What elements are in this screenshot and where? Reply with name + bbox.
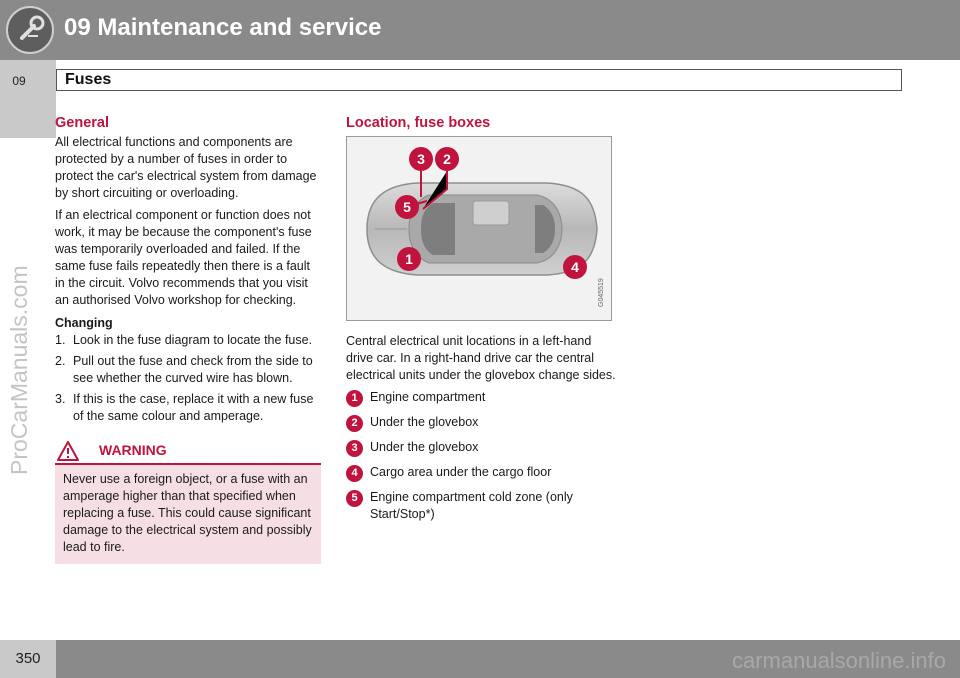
chapter-tab-number: 09: [12, 74, 26, 88]
wrench-icon: [6, 6, 54, 54]
location-number-badge: 1: [346, 390, 363, 407]
warning-triangle-icon: [57, 441, 79, 466]
list-item: [346, 464, 616, 481]
general-heading: General: [55, 115, 109, 131]
changing-steps: [55, 332, 321, 425]
step-text: Pull out the fuse and check from the side to see whether the curved wire has blown.: [73, 354, 313, 385]
step-number: 3.: [55, 392, 66, 406]
location-number-badge: 4: [346, 465, 363, 482]
location-number-badge: 3: [346, 440, 363, 457]
chapter-title: 09 Maintenance and service: [64, 14, 382, 41]
general-paragraph-1: All electrical functions and components are protected by a number of fuses in order to protect the car's electrical system from damage by short circuiting or overloading.: [55, 135, 317, 200]
right-column: [346, 115, 616, 531]
step-number: 1.: [55, 333, 66, 347]
footer-site-watermark: carmanualsonline.info: [731, 648, 946, 673]
section-bar: [56, 69, 902, 91]
location-text: Under the glovebox: [370, 440, 479, 454]
location-heading: Location, fuse boxes: [346, 115, 491, 131]
section-title: Fuses: [65, 71, 112, 88]
step-item: [55, 332, 321, 349]
location-number-badge: 5: [346, 490, 363, 507]
marker-5: [395, 195, 419, 219]
step-item: [55, 353, 321, 387]
step-number: 2.: [55, 354, 66, 368]
location-text: Cargo area under the cargo floor: [370, 465, 552, 479]
marker-2: [435, 147, 459, 171]
location-text: Engine compartment: [370, 390, 486, 404]
location-list: [346, 389, 616, 523]
marker-1: [397, 247, 421, 271]
list-item: [346, 489, 616, 523]
list-item: [346, 389, 616, 406]
location-number-badge: 2: [346, 415, 363, 432]
marker-4-label: 4: [571, 259, 579, 275]
location-text: Engine compartment cold zone (only Start/Stop*): [370, 490, 573, 521]
general-paragraph-2: If an electrical component or function does not work, it may be because the component's fuse was temporarily overloaded and failed. If the same fuse fails repeatedly then there is a fault in the circuit. Volvo recommends that you visit an authorised Volvo workshop for checking.: [55, 208, 312, 307]
list-item: [346, 439, 616, 456]
fuse-box-diagram: [346, 136, 612, 321]
watermark: ProCarManuals.com: [6, 265, 32, 475]
diagram-code: G045519: [598, 278, 605, 307]
marker-3-label: 3: [417, 151, 425, 167]
marker-3: [409, 147, 433, 171]
location-text: Under the glovebox: [370, 415, 479, 429]
list-item: [346, 414, 616, 431]
header-bar: [0, 0, 960, 60]
marker-2-label: 2: [443, 151, 451, 167]
step-item: [55, 391, 321, 425]
left-column: [55, 115, 321, 564]
chapter-tab: [0, 60, 56, 138]
warning-box: [55, 439, 321, 564]
marker-4: [563, 255, 587, 279]
warning-header: [55, 439, 321, 465]
changing-heading: Changing: [55, 316, 113, 330]
marker-5-label: 5: [403, 199, 411, 215]
marker-1-label: 1: [405, 251, 413, 267]
step-text: If this is the case, replace it with a new fuse of the same colour and amperage.: [73, 392, 314, 423]
warning-label: WARNING: [99, 442, 167, 458]
page-number: 350: [15, 650, 41, 667]
warning-text: Never use a foreign object, or a fuse with an amperage higher than that specified when replacing a fuse. This could cause significant damage to the electrical system and possibly lead to fire.: [63, 472, 312, 554]
diagram-caption: Central electrical unit locations in a left-hand drive car. In a right-hand drive car the central electrical units under the glovebox change sides.: [346, 334, 616, 382]
step-text: Look in the fuse diagram to locate the fuse.: [73, 333, 313, 347]
